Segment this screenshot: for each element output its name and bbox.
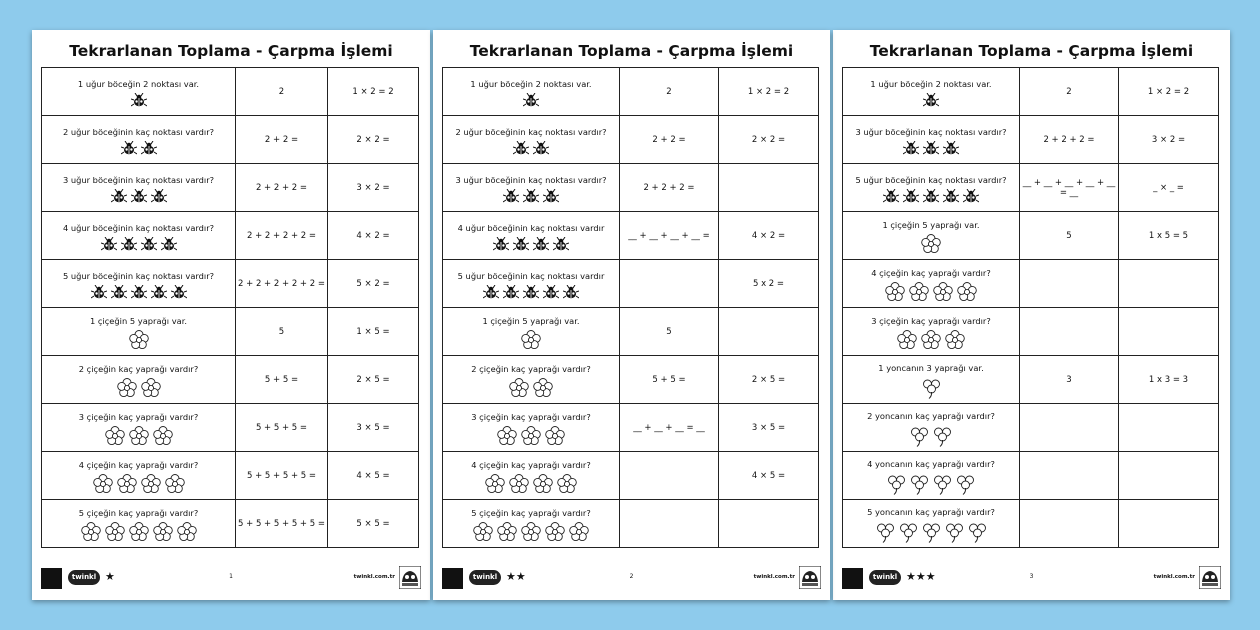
addition-cell <box>1020 260 1119 308</box>
page-number: 1 <box>229 573 233 580</box>
question-text: 5 çiçeğin kaç yaprağı vardır? <box>471 507 591 518</box>
flower-icon <box>81 522 101 542</box>
clover-icon <box>922 377 941 399</box>
worksheet-row <box>42 452 419 500</box>
addition-cell <box>1020 308 1119 356</box>
question-cell <box>443 212 620 260</box>
picture-group <box>843 234 1019 254</box>
ladybug-icon <box>141 237 157 251</box>
ladybug-icon <box>883 189 899 203</box>
multiplication-cell: 3 × 2 = <box>1119 116 1219 164</box>
flower-icon <box>533 474 553 494</box>
worksheet-row <box>843 404 1219 452</box>
ladybug-icon <box>963 189 979 203</box>
picture-group <box>42 426 235 446</box>
multiplication-cell: 1 x 5 = 5 <box>1119 212 1219 260</box>
worksheet-page-3 <box>833 30 1230 600</box>
clover-icon <box>933 425 952 447</box>
picture-group <box>42 522 235 542</box>
ladybug-icon <box>493 237 509 251</box>
question-text: 3 uğur böceğinin kaç noktası vardır? <box>455 174 607 185</box>
multiplication-cell: 1 × 2 = 2 <box>719 68 819 116</box>
question-text: 2 çiçeğin kaç yaprağı vardır? <box>471 363 591 374</box>
question-cell <box>42 308 236 356</box>
worksheet-row <box>42 404 419 452</box>
flower-icon <box>129 330 149 350</box>
multiplication-cell <box>719 308 819 356</box>
clover-icon <box>968 521 987 543</box>
difficulty-stars: ★★ <box>506 570 526 583</box>
multiplication-cell <box>1119 308 1219 356</box>
multiplication-cell: 3 × 5 = <box>719 404 819 452</box>
site-url: twinkl.com.tr <box>1153 574 1195 580</box>
flower-icon <box>141 474 161 494</box>
multiplication-cell: 2 × 2 = <box>719 116 819 164</box>
worksheet-row <box>42 260 419 308</box>
question-cell <box>42 212 236 260</box>
picture-group <box>443 426 619 446</box>
picture-group <box>42 330 235 350</box>
flower-icon <box>141 378 161 398</box>
multiplication-cell <box>1119 404 1219 452</box>
addition-cell: 2 + 2 = <box>620 116 719 164</box>
picture-group <box>843 330 1019 350</box>
multiplication-cell <box>1119 500 1219 548</box>
question-cell <box>443 308 620 356</box>
addition-cell: 5 + 5 = <box>620 356 719 404</box>
picture-group <box>843 521 1019 543</box>
worksheet-row <box>843 116 1219 164</box>
brand-logo: twinkl <box>469 570 501 585</box>
picture-group <box>42 285 235 299</box>
question-text: 4 uğur böceğinin kaç noktası vardır <box>457 222 605 233</box>
picture-group <box>443 522 619 542</box>
flower-icon <box>129 426 149 446</box>
flower-icon <box>509 474 529 494</box>
worksheet-row <box>42 356 419 404</box>
ladybug-icon <box>553 237 569 251</box>
flower-icon <box>533 378 553 398</box>
ladybug-icon <box>943 141 959 155</box>
flower-icon <box>93 474 113 494</box>
multiplication-cell: 3 × 2 = <box>328 164 419 212</box>
picture-group <box>843 93 1019 107</box>
worksheet-row <box>42 68 419 116</box>
question-cell <box>843 452 1020 500</box>
question-cell <box>42 500 236 548</box>
picture-group <box>42 378 235 398</box>
addition-cell: 5 + 5 = <box>236 356 328 404</box>
ladybug-icon <box>543 285 559 299</box>
mascot-icon <box>399 566 421 589</box>
question-cell <box>843 68 1020 116</box>
worksheet-title: Tekrarlanan Toplama - Çarpma İşlemi <box>469 42 794 60</box>
addition-cell <box>620 452 719 500</box>
question-cell <box>42 68 236 116</box>
flower-icon <box>521 522 541 542</box>
question-cell <box>42 356 236 404</box>
clover-icon <box>887 473 906 495</box>
ladybug-icon <box>171 285 187 299</box>
multiplication-cell: 2 × 2 = <box>328 116 419 164</box>
multiplication-cell: 2 × 5 = <box>719 356 819 404</box>
difficulty-stars: ★★★ <box>906 570 936 583</box>
worksheet-row <box>443 212 819 260</box>
picture-group <box>843 189 1019 203</box>
question-text: 4 çiçeğin kaç yaprağı vardır? <box>471 459 591 470</box>
ladybug-icon <box>91 285 107 299</box>
question-text: 2 uğur böceğinin kaç noktası vardır? <box>62 126 215 137</box>
picture-group <box>843 377 1019 399</box>
multiplication-cell <box>1119 452 1219 500</box>
site-url: twinkl.com.tr <box>753 574 795 580</box>
flower-icon <box>569 522 589 542</box>
question-text: 4 yoncanın kaç yaprağı vardır? <box>867 458 995 469</box>
worksheet-row <box>42 116 419 164</box>
ladybug-icon <box>923 189 939 203</box>
addition-cell: __ + __ + __ = __ <box>620 404 719 452</box>
addition-cell: 3 <box>1020 356 1119 404</box>
brand-logo: twinkl <box>869 570 901 585</box>
addition-cell: 2 + 2 + 2 = <box>620 164 719 212</box>
flower-icon <box>957 282 977 302</box>
ladybug-icon <box>111 189 127 203</box>
addition-cell: 2 <box>1020 68 1119 116</box>
ladybug-icon <box>513 141 529 155</box>
ladybug-icon <box>131 285 147 299</box>
brand-logo: twinkl <box>68 570 100 585</box>
multiplication-cell: 1 × 2 = 2 <box>328 68 419 116</box>
addition-cell: 2 <box>620 68 719 116</box>
question-cell <box>443 452 620 500</box>
question-cell <box>42 116 236 164</box>
question-text: 1 çiçeğin 5 yaprağı var. <box>882 219 980 230</box>
worksheet-row <box>443 356 819 404</box>
addition-cell: 2 + 2 + 2 + 2 = <box>236 212 328 260</box>
multiplication-cell: 1 x 3 = 3 <box>1119 356 1219 404</box>
page-footer <box>842 565 1221 591</box>
question-cell <box>843 116 1020 164</box>
worksheet-row <box>443 260 819 308</box>
flower-icon <box>933 282 953 302</box>
picture-group <box>443 237 619 251</box>
ladybug-icon <box>161 237 177 251</box>
multiplication-cell <box>719 500 819 548</box>
multiplication-cell: 4 × 2 = <box>719 212 819 260</box>
question-text: 3 çiçeğin kaç yaprağı vardır? <box>471 411 591 422</box>
ladybug-icon <box>923 93 939 107</box>
flower-icon <box>945 330 965 350</box>
clover-icon <box>910 473 929 495</box>
worksheet-page-1 <box>32 30 430 600</box>
multiplication-cell: 4 × 5 = <box>328 452 419 500</box>
picture-group <box>843 141 1019 155</box>
question-cell <box>843 260 1020 308</box>
worksheet-row <box>42 308 419 356</box>
flower-icon <box>557 474 577 494</box>
worksheet-row <box>42 212 419 260</box>
picture-group <box>443 189 619 203</box>
picture-group <box>42 189 235 203</box>
ladybug-icon <box>151 285 167 299</box>
picture-group <box>42 141 235 155</box>
addition-cell: 5 <box>620 308 719 356</box>
question-text: 2 uğur böceğinin kaç noktası vardır? <box>455 126 607 137</box>
ladybug-icon <box>121 237 137 251</box>
question-cell <box>42 452 236 500</box>
mascot-icon <box>1199 566 1221 589</box>
worksheet-row <box>843 308 1219 356</box>
flower-icon <box>105 522 125 542</box>
question-cell <box>443 68 620 116</box>
picture-group <box>843 473 1019 495</box>
clover-icon <box>876 521 895 543</box>
ladybug-icon <box>903 189 919 203</box>
question-cell <box>843 212 1020 260</box>
flower-icon <box>485 474 505 494</box>
worksheet-row <box>443 308 819 356</box>
flower-icon <box>885 282 905 302</box>
flower-icon <box>153 426 173 446</box>
flower-icon <box>521 330 541 350</box>
question-text: 1 uğur böceğin 2 noktası var. <box>77 78 200 89</box>
question-text: 2 yoncanın kaç yaprağı vardır? <box>867 410 995 421</box>
flower-icon <box>117 378 137 398</box>
flower-icon <box>921 234 941 254</box>
picture-group <box>42 474 235 494</box>
question-text: 5 uğur böceğinin kaç noktası vardır? <box>62 270 215 281</box>
flower-icon <box>545 522 565 542</box>
worksheet-row <box>42 500 419 548</box>
flower-icon <box>497 522 517 542</box>
clover-icon <box>933 473 952 495</box>
flower-icon <box>521 426 541 446</box>
flower-icon <box>921 330 941 350</box>
question-cell <box>843 164 1020 212</box>
page-footer <box>41 565 421 591</box>
ladybug-icon <box>533 141 549 155</box>
question-text: 5 yoncanın kaç yaprağı vardır? <box>867 506 995 517</box>
worksheet-row <box>443 500 819 548</box>
question-text: 1 çiçeğin 5 yaprağı var. <box>482 315 580 326</box>
addition-cell: 2 + 2 + 2 = <box>236 164 328 212</box>
addition-cell <box>1020 452 1119 500</box>
difficulty-stars: ★ <box>105 570 115 583</box>
question-text: 4 uğur böceğinin kaç noktası vardır? <box>62 222 215 233</box>
multiplication-cell: 3 × 5 = <box>328 404 419 452</box>
picture-group <box>443 330 619 350</box>
picture-group <box>443 474 619 494</box>
picture-group <box>443 141 619 155</box>
ladybug-icon <box>523 189 539 203</box>
flower-icon <box>545 426 565 446</box>
flower-icon <box>909 282 929 302</box>
question-cell <box>843 356 1020 404</box>
addition-cell: 2 + 2 + 2 = <box>1020 116 1119 164</box>
site-url: twinkl.com.tr <box>353 574 395 580</box>
page-number: 3 <box>1029 573 1034 580</box>
worksheet-row <box>843 452 1219 500</box>
multiplication-cell: 1 × 2 = 2 <box>1119 68 1219 116</box>
ladybug-icon <box>543 189 559 203</box>
picture-group <box>42 237 235 251</box>
ladybug-icon <box>903 141 919 155</box>
question-cell <box>843 308 1020 356</box>
page-footer <box>442 565 821 591</box>
addition-cell <box>1020 500 1119 548</box>
question-text: 2 çiçeğin kaç yaprağı vardır? <box>78 363 199 374</box>
picture-group <box>443 285 619 299</box>
addition-cell: 2 + 2 + 2 + 2 + 2 = <box>236 260 328 308</box>
flower-icon <box>165 474 185 494</box>
question-cell <box>42 404 236 452</box>
worksheet-row <box>843 68 1219 116</box>
addition-cell <box>620 260 719 308</box>
ladybug-icon <box>533 237 549 251</box>
flower-icon <box>177 522 197 542</box>
question-cell <box>843 404 1020 452</box>
picture-group <box>42 93 235 107</box>
worksheet-row <box>443 116 819 164</box>
question-cell <box>443 164 620 212</box>
picture-group <box>443 93 619 107</box>
ladybug-icon <box>131 189 147 203</box>
addition-cell: 5 + 5 + 5 + 5 = <box>236 452 328 500</box>
addition-cell: 5 + 5 + 5 = <box>236 404 328 452</box>
addition-cell <box>1020 404 1119 452</box>
addition-cell: 5 <box>236 308 328 356</box>
picture-group <box>443 378 619 398</box>
multiplication-cell: 4 × 2 = <box>328 212 419 260</box>
question-text: 3 çiçeğin kaç yaprağı vardır? <box>871 315 991 326</box>
ladybug-icon <box>121 141 137 155</box>
page-number: 2 <box>629 573 634 580</box>
question-cell <box>443 260 620 308</box>
ladybug-icon <box>151 189 167 203</box>
ladybug-icon <box>523 285 539 299</box>
multiplication-cell <box>1119 260 1219 308</box>
ladybug-icon <box>943 189 959 203</box>
worksheet-row <box>843 260 1219 308</box>
multiplication-cell: 5 × 5 = <box>328 500 419 548</box>
picture-group <box>843 425 1019 447</box>
addition-cell <box>620 500 719 548</box>
worksheet-table <box>842 67 1219 548</box>
addition-cell: 5 + 5 + 5 + 5 + 5 = <box>236 500 328 548</box>
multiplication-cell <box>719 164 819 212</box>
question-text: 3 uğur böceğinin kaç noktası vardır? <box>855 126 1007 137</box>
question-text: 4 çiçeğin kaç yaprağı vardır? <box>78 459 199 470</box>
worksheet-row <box>843 212 1219 260</box>
clover-icon <box>922 521 941 543</box>
question-text: 5 çiçeğin kaç yaprağı vardır? <box>78 507 199 518</box>
addition-cell: __ + __ + __ + __ = <box>620 212 719 260</box>
worksheet-row <box>843 356 1219 404</box>
question-cell <box>443 116 620 164</box>
ladybug-icon <box>923 141 939 155</box>
flower-icon <box>129 522 149 542</box>
worksheet-title: Tekrarlanan Toplama - Çarpma İşlemi <box>869 42 1194 60</box>
worksheet-table <box>41 67 419 548</box>
clover-icon <box>945 521 964 543</box>
question-cell <box>843 500 1020 548</box>
clover-icon <box>899 521 918 543</box>
multiplication-cell: 5 × 2 = <box>328 260 419 308</box>
worksheet-row <box>843 164 1219 212</box>
worksheet-row <box>443 404 819 452</box>
ladybug-icon <box>131 93 147 107</box>
flower-icon <box>117 474 137 494</box>
flower-icon <box>473 522 493 542</box>
clover-icon <box>956 473 975 495</box>
multiplication-cell: 4 × 5 = <box>719 452 819 500</box>
question-cell <box>443 356 620 404</box>
question-text: 1 uğur böceğin 2 noktası var. <box>870 78 992 89</box>
question-text: 5 uğur böceğinin kaç noktası vardır <box>457 270 605 281</box>
mascot-icon <box>799 566 821 589</box>
clover-icon <box>910 425 929 447</box>
picture-group <box>843 282 1019 302</box>
multiplication-cell: 2 × 5 = <box>328 356 419 404</box>
question-cell <box>443 500 620 548</box>
ladybug-icon <box>101 237 117 251</box>
multiplication-cell: _ × _ = <box>1119 164 1219 212</box>
worksheet-row <box>443 68 819 116</box>
question-text: 4 çiçeğin kaç yaprağı vardır? <box>871 267 991 278</box>
worksheet-row <box>843 500 1219 548</box>
question-text: 3 uğur böceğinin kaç noktası vardır? <box>62 174 215 185</box>
ladybug-icon <box>563 285 579 299</box>
addition-cell: 2 + 2 = <box>236 116 328 164</box>
flower-icon <box>153 522 173 542</box>
addition-cell: __ + __ + __ + __ + __ = __ <box>1020 164 1119 212</box>
ladybug-icon <box>111 285 127 299</box>
worksheet-row <box>42 164 419 212</box>
question-text: 5 uğur böceğinin kaç noktası vardır? <box>855 174 1007 185</box>
addition-cell: 5 <box>1020 212 1119 260</box>
ladybug-icon <box>503 189 519 203</box>
worksheet-row <box>443 452 819 500</box>
question-text: 3 çiçeğin kaç yaprağı vardır? <box>78 411 199 422</box>
ladybug-icon <box>483 285 499 299</box>
worksheet-row <box>443 164 819 212</box>
flower-icon <box>497 426 517 446</box>
ladybug-icon <box>513 237 529 251</box>
ladybug-icon <box>141 141 157 155</box>
worksheet-table <box>442 67 819 548</box>
question-cell <box>443 404 620 452</box>
ladybug-icon <box>523 93 539 107</box>
flower-icon <box>509 378 529 398</box>
ladybug-icon <box>503 285 519 299</box>
worksheet-title: Tekrarlanan Toplama - Çarpma İşlemi <box>69 42 393 60</box>
question-text: 1 çiçeğin 5 yaprağı var. <box>89 315 188 326</box>
question-cell <box>42 164 236 212</box>
multiplication-cell: 1 × 5 = <box>328 308 419 356</box>
question-text: 1 yoncanın 3 yaprağı var. <box>878 362 984 373</box>
addition-cell: 2 <box>236 68 328 116</box>
flower-icon <box>105 426 125 446</box>
multiplication-cell: 5 x 2 = <box>719 260 819 308</box>
question-text: 1 uğur böceğin 2 noktası var. <box>470 78 592 89</box>
worksheet-page-2 <box>433 30 830 600</box>
flower-icon <box>897 330 917 350</box>
question-cell <box>42 260 236 308</box>
